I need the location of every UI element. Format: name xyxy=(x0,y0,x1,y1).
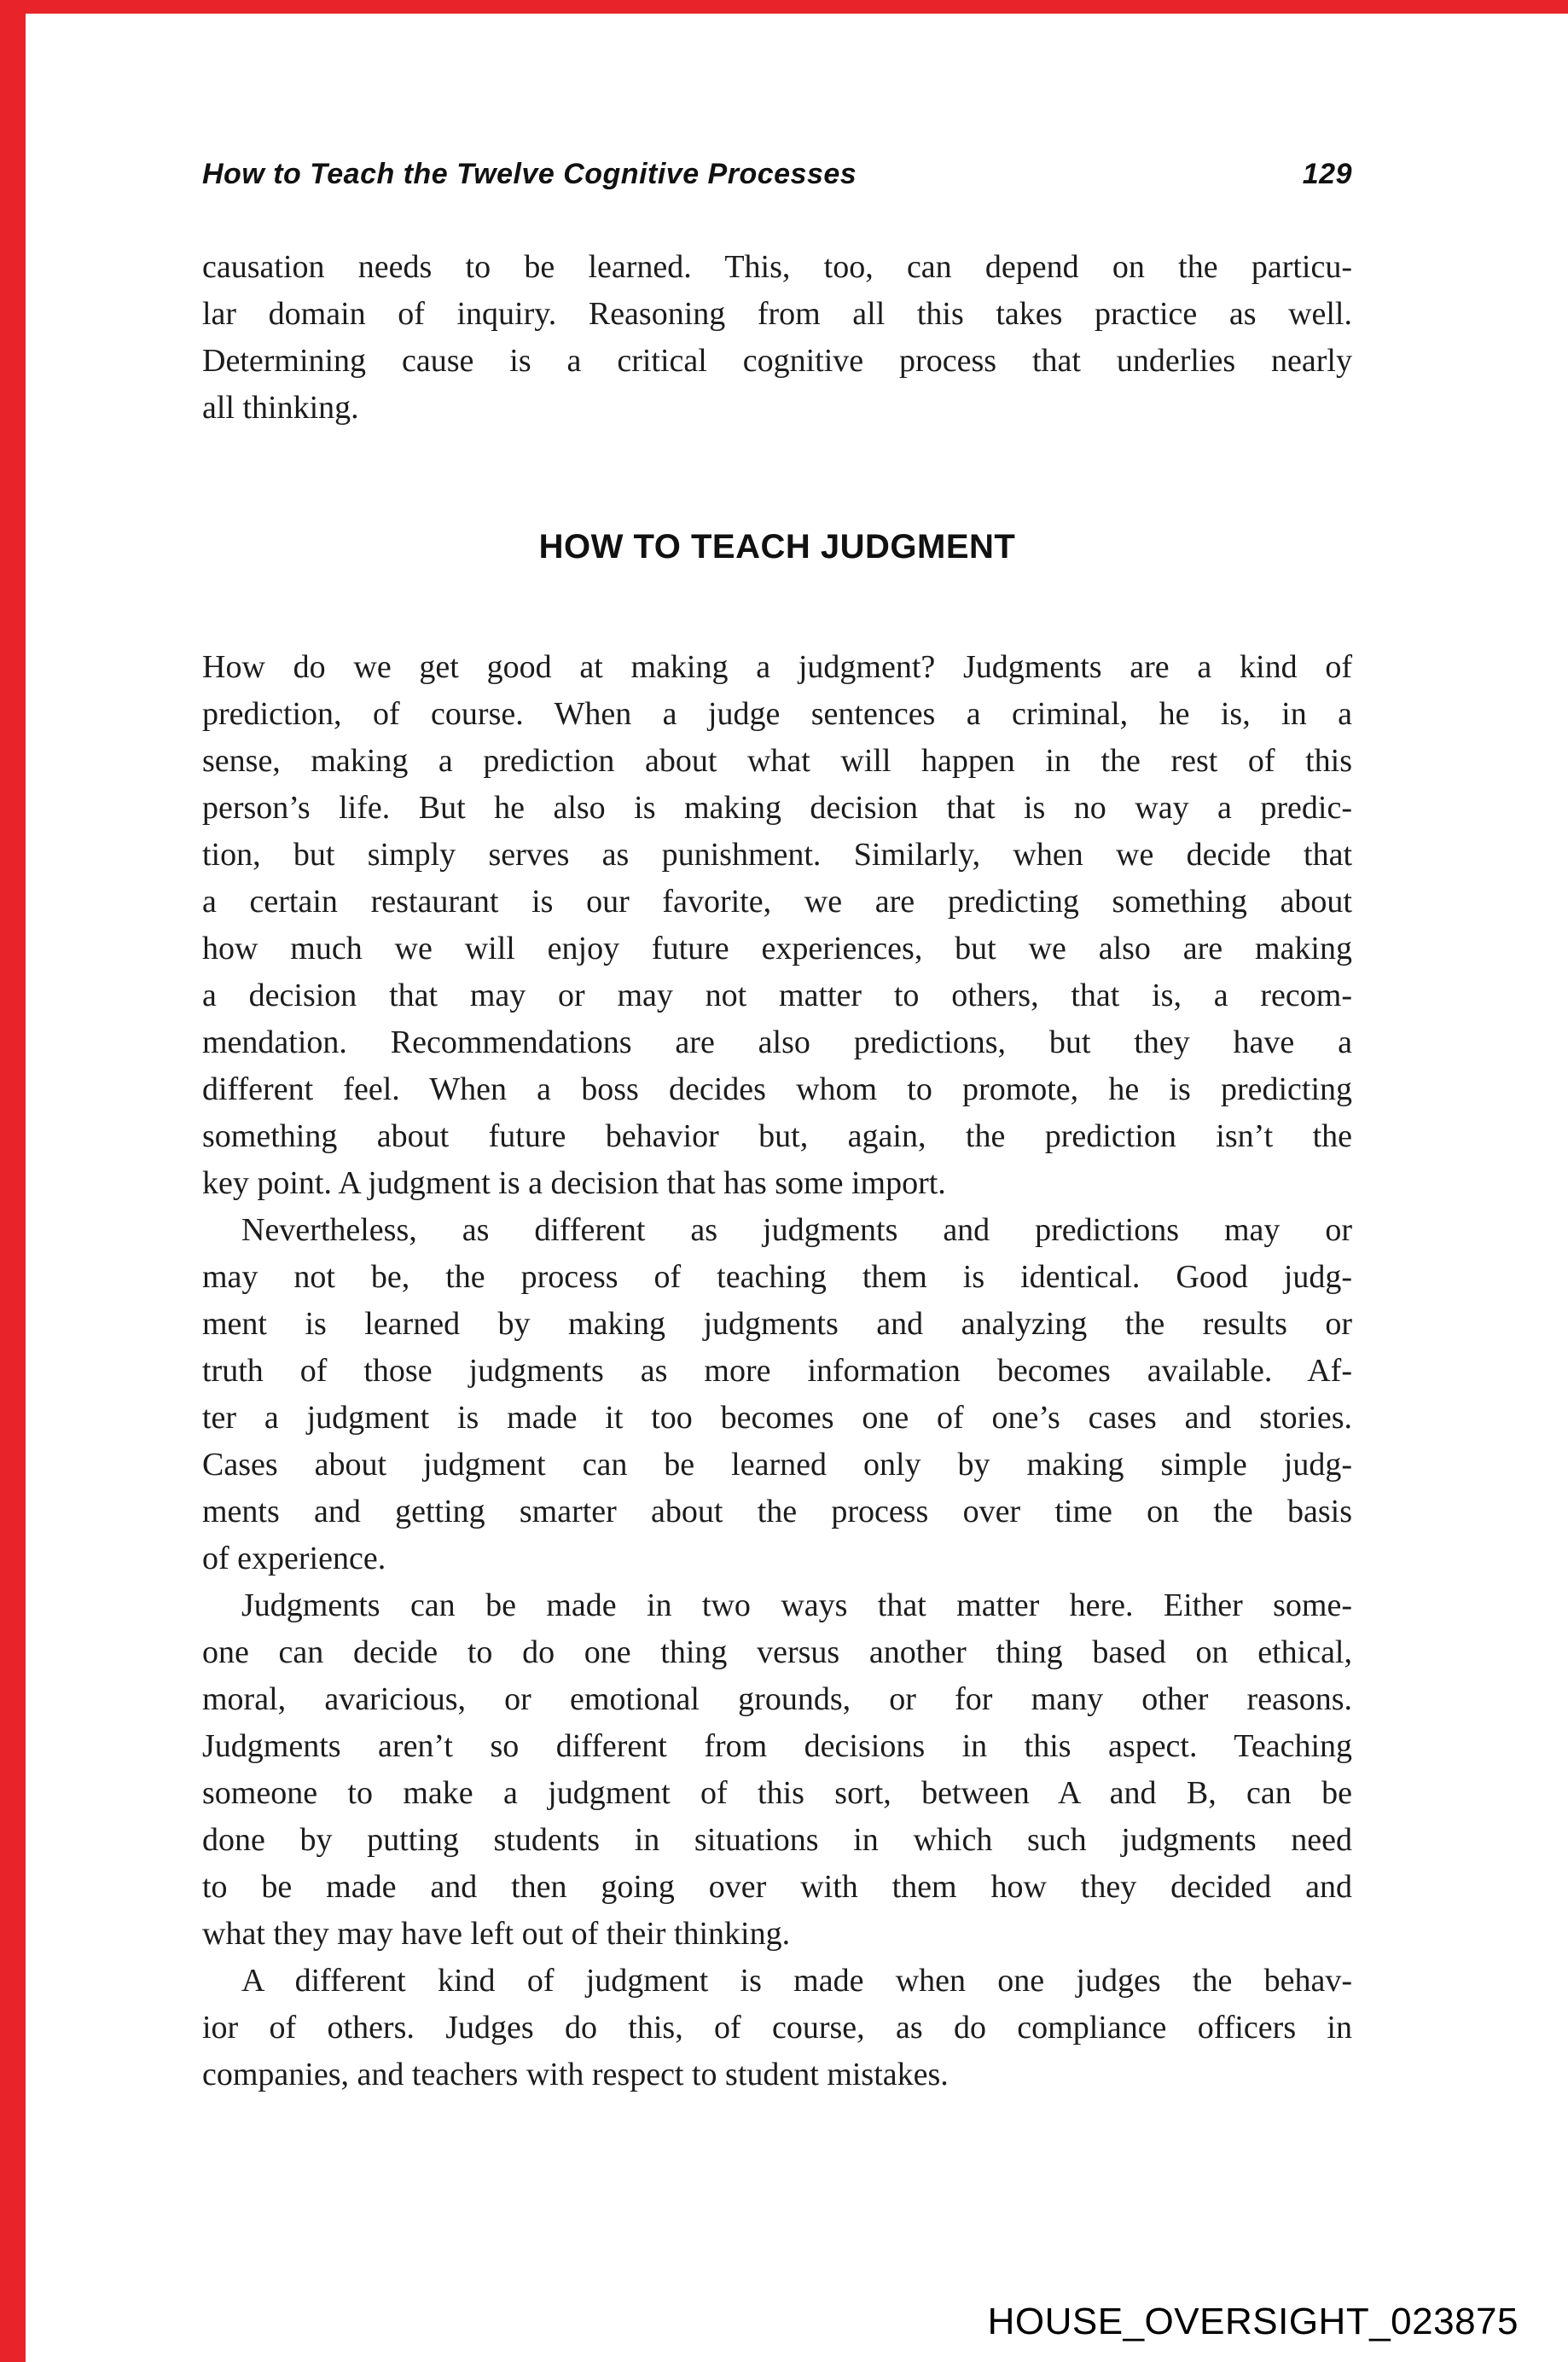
text-line: ment is learned by making judgments and analyzing the results or xyxy=(202,1306,1352,1342)
text-line: Nevertheless, as different as judgments and predictions may or xyxy=(241,1212,1352,1248)
text-line: Judgments aren’t so different from decisions in this aspect. Teaching xyxy=(202,1728,1352,1764)
text-line: sense, making a prediction about what will happen in the rest of this xyxy=(202,743,1352,779)
text-line: done by putting students in situations in which such judgments need xyxy=(202,1822,1352,1858)
text-line: a decision that may or may not matter to others, that is, a recom- xyxy=(202,978,1352,1013)
text-line: Determining cause is a critical cognitive process that underlies nearly xyxy=(202,343,1352,379)
intro-paragraphs xyxy=(202,244,1352,432)
text-line: one can decide to do one thing versus another thing based on ethical, xyxy=(202,1634,1352,1670)
text-line: ments and getting smarter about the process over time on the basis xyxy=(202,1494,1352,1529)
text-line: to be made and then going over with them how they decided and xyxy=(202,1869,1352,1905)
text-line: something about future behavior but, again, the prediction isn’t the xyxy=(202,1118,1352,1154)
chapter-title: How to Teach the Twelve Cognitive Processes xyxy=(202,158,857,190)
text-line: of experience. xyxy=(202,1541,386,1576)
top-red-border xyxy=(0,0,1568,14)
page-content xyxy=(202,158,1352,2098)
text-line: all thinking. xyxy=(202,390,359,426)
left-red-border xyxy=(0,0,26,2362)
text-line: how much we will enjoy future experiences, but we also are making xyxy=(202,931,1352,966)
section-heading: HOW TO TEACH JUDGMENT xyxy=(538,528,1016,566)
body-text xyxy=(202,244,1352,2098)
paragraph xyxy=(202,1207,1352,1582)
paragraph xyxy=(202,1958,1352,2098)
text-line: lar domain of inquiry. Reasoning from all this takes practice as well. xyxy=(202,296,1352,332)
text-line: ter a judgment is made it too becomes one of one’s cases and stories. xyxy=(202,1400,1352,1436)
text-line: someone to make a judgment of this sort, between A and B, can be xyxy=(202,1775,1352,1811)
text-line: tion, but simply serves as punishment. Similarly, when we decide that xyxy=(202,837,1352,873)
bates-stamp: HOUSE_OVERSIGHT_023875 xyxy=(987,2301,1519,2342)
text-line: different feel. When a boss decides whom to promote, he is predicting xyxy=(202,1071,1352,1107)
paragraph xyxy=(202,244,1352,432)
section-paragraphs xyxy=(202,644,1352,2098)
text-line: Judgments can be made in two ways that matter here. Either some- xyxy=(241,1587,1352,1623)
text-line: a certain restaurant is our favorite, we are predicting something about xyxy=(202,884,1352,920)
text-line: truth of those judgments as more information becomes available. Af- xyxy=(202,1353,1352,1389)
text-line: ior of others. Judges do this, of course, as do compliance officers in xyxy=(202,2010,1352,2046)
text-line: what they may have left out of their thinking. xyxy=(202,1916,791,1952)
text-line: person’s life. But he also is making decision that is no way a predic- xyxy=(202,790,1352,826)
text-line: key point. A judgment is a decision that has some import. xyxy=(202,1165,946,1201)
paragraph xyxy=(202,1582,1352,1958)
text-line: prediction, of course. When a judge sentences a criminal, he is, in a xyxy=(202,696,1352,732)
text-line: How do we get good at making a judgment? Judgments are a kind of xyxy=(202,649,1352,685)
text-line: A different kind of judgment is made when one judges the behav- xyxy=(241,1963,1352,1999)
text-line: Cases about judgment can be learned only by making simple judg- xyxy=(202,1447,1352,1483)
page-number: 129 xyxy=(1302,158,1352,190)
text-line: may not be, the process of teaching them is identical. Good judg- xyxy=(202,1259,1352,1295)
text-line: causation needs to be learned. This, too, can depend on the particu- xyxy=(202,249,1352,285)
text-line: moral, avaricious, or emotional grounds, or for many other reasons. xyxy=(202,1681,1352,1717)
text-line: companies, and teachers with respect to student mistakes. xyxy=(202,2057,949,2092)
text-line: mendation. Recommendations are also predictions, but they have a xyxy=(202,1024,1352,1060)
running-header xyxy=(202,158,1352,191)
paragraph xyxy=(202,644,1352,1207)
